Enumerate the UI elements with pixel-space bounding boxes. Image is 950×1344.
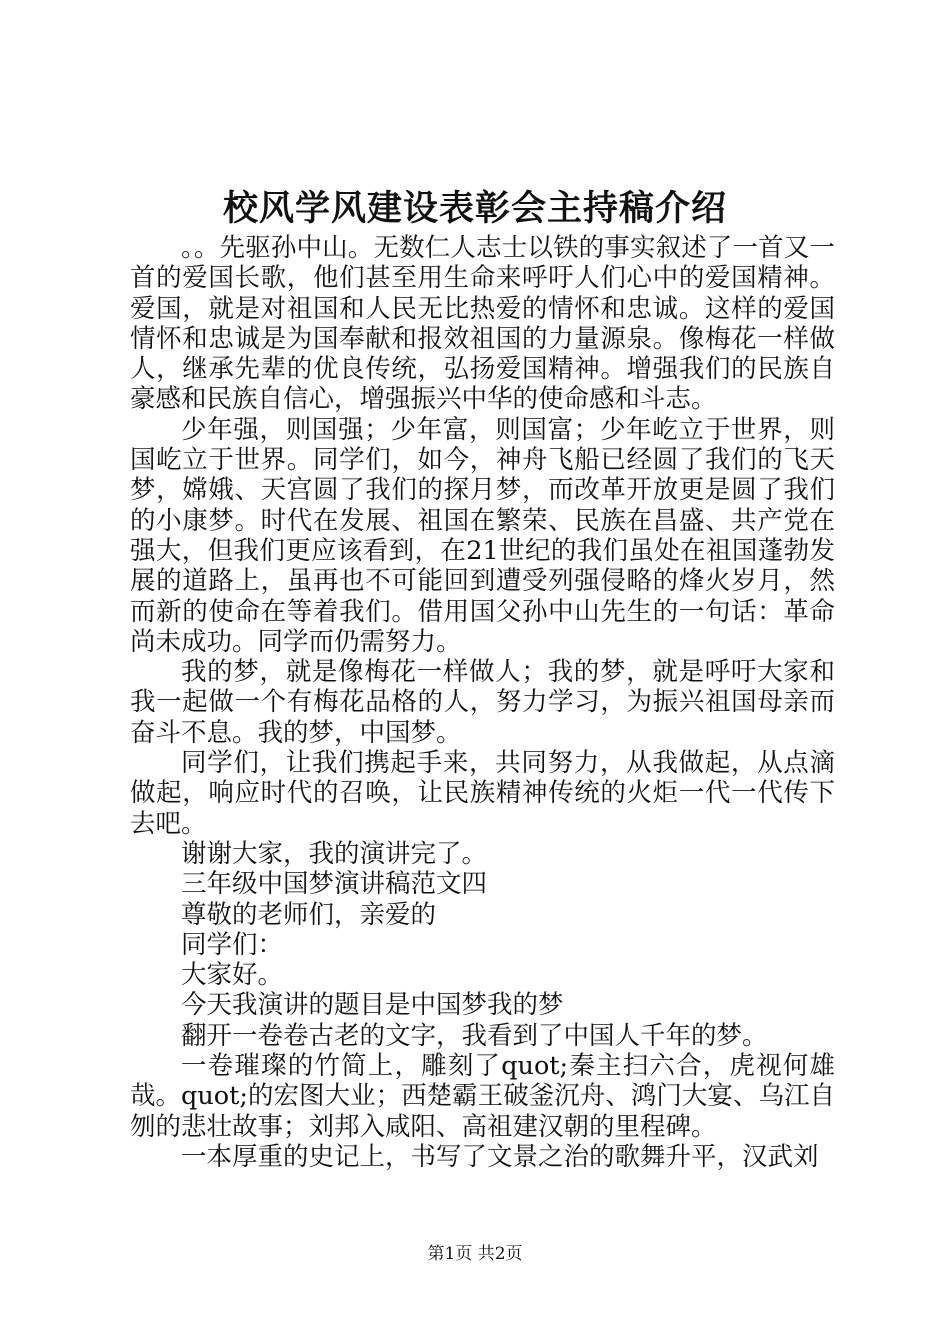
paragraph: 三年级中国梦演讲稿范文四 xyxy=(181,869,488,900)
paragraph: 。。先驱孙中山。无数仁人志士以铁的事实叙述了一首又一首的爱国长歌，他们甚至用生命来呼吁人们心中的爱国精神。爱国，就是对祖国和人民无比热爱的情怀和忠诚。这样的爱国情怀和忠诚是为国奉献和报效祖国的力量源泉。像梅花一样做人，继承先辈的优良传统，弘扬爱国精神。增强我们的民族自豪感和民族自信心，增强振兴中华的使命感和斗志。 xyxy=(130,233,835,415)
paragraph: 我的梦，就是像梅花一样做人；我的梦，就是呼吁大家和我一起做一个有梅花品格的人，努力学习，为振兴祖国母亲而奋斗不息。我的梦，中国梦。 xyxy=(130,657,835,748)
paragraph: 尊敬的老师们，亲爱的 xyxy=(181,899,437,930)
paragraph: 少年强，则国强；少年富，则国富；少年屹立于世界，则国屹立于世界。同学们，如今，神舟飞船已经圆了我们的飞天梦，嫦娥、天宫圆了我们的探月梦，而改革开放更是圆了我们的小康梦。时代在发展、祖国在繁荣、民族在昌盛、共产党在强大，但我们更应该看到，在21世纪的我们虽处在祖国蓬勃发展的道路上，虽再也不可能回到遭受列强侵略的烽火岁月，然而新的使命在等着我们。借用国父孙中山先生的一句话：革命尚未成功。同学而仍需努力。 xyxy=(130,414,835,657)
paragraph: 同学们，让我们携起手来，共同努力，从我做起，从点滴做起，响应时代的召唤，让民族精神传统的火炬一代一代传下去吧。 xyxy=(130,748,835,839)
paragraph: 翻开一卷卷古老的文字，我看到了中国人千年的梦。 xyxy=(181,1020,768,1051)
page-number-footer: 第1页 共2页 xyxy=(427,1244,523,1264)
paragraph: 今天我演讲的题目是中国梦我的梦 xyxy=(181,990,564,1021)
paragraph: 同学们： xyxy=(181,929,284,960)
paragraph: 大家好。 xyxy=(181,960,284,991)
document-body xyxy=(130,233,835,1172)
paragraph: 谢谢大家，我的演讲完了。 xyxy=(181,838,488,869)
document-title: 校风学风建设表彰会主持稿介绍 xyxy=(222,188,727,229)
paragraph: 一卷璀璨的竹简上，雕刻了quot;秦主扫六合，虎视何雄哉。quot;的宏图大业；西楚霸王破釜沉舟、鸿门大宴、乌江自刎的悲壮故事；刘邦入咸阳、高祖建汉朝的里程碑。 xyxy=(130,1051,835,1142)
paragraph: 一本厚重的史记上，书写了文景之治的歌舞升平，汉武刘 xyxy=(181,1141,819,1172)
